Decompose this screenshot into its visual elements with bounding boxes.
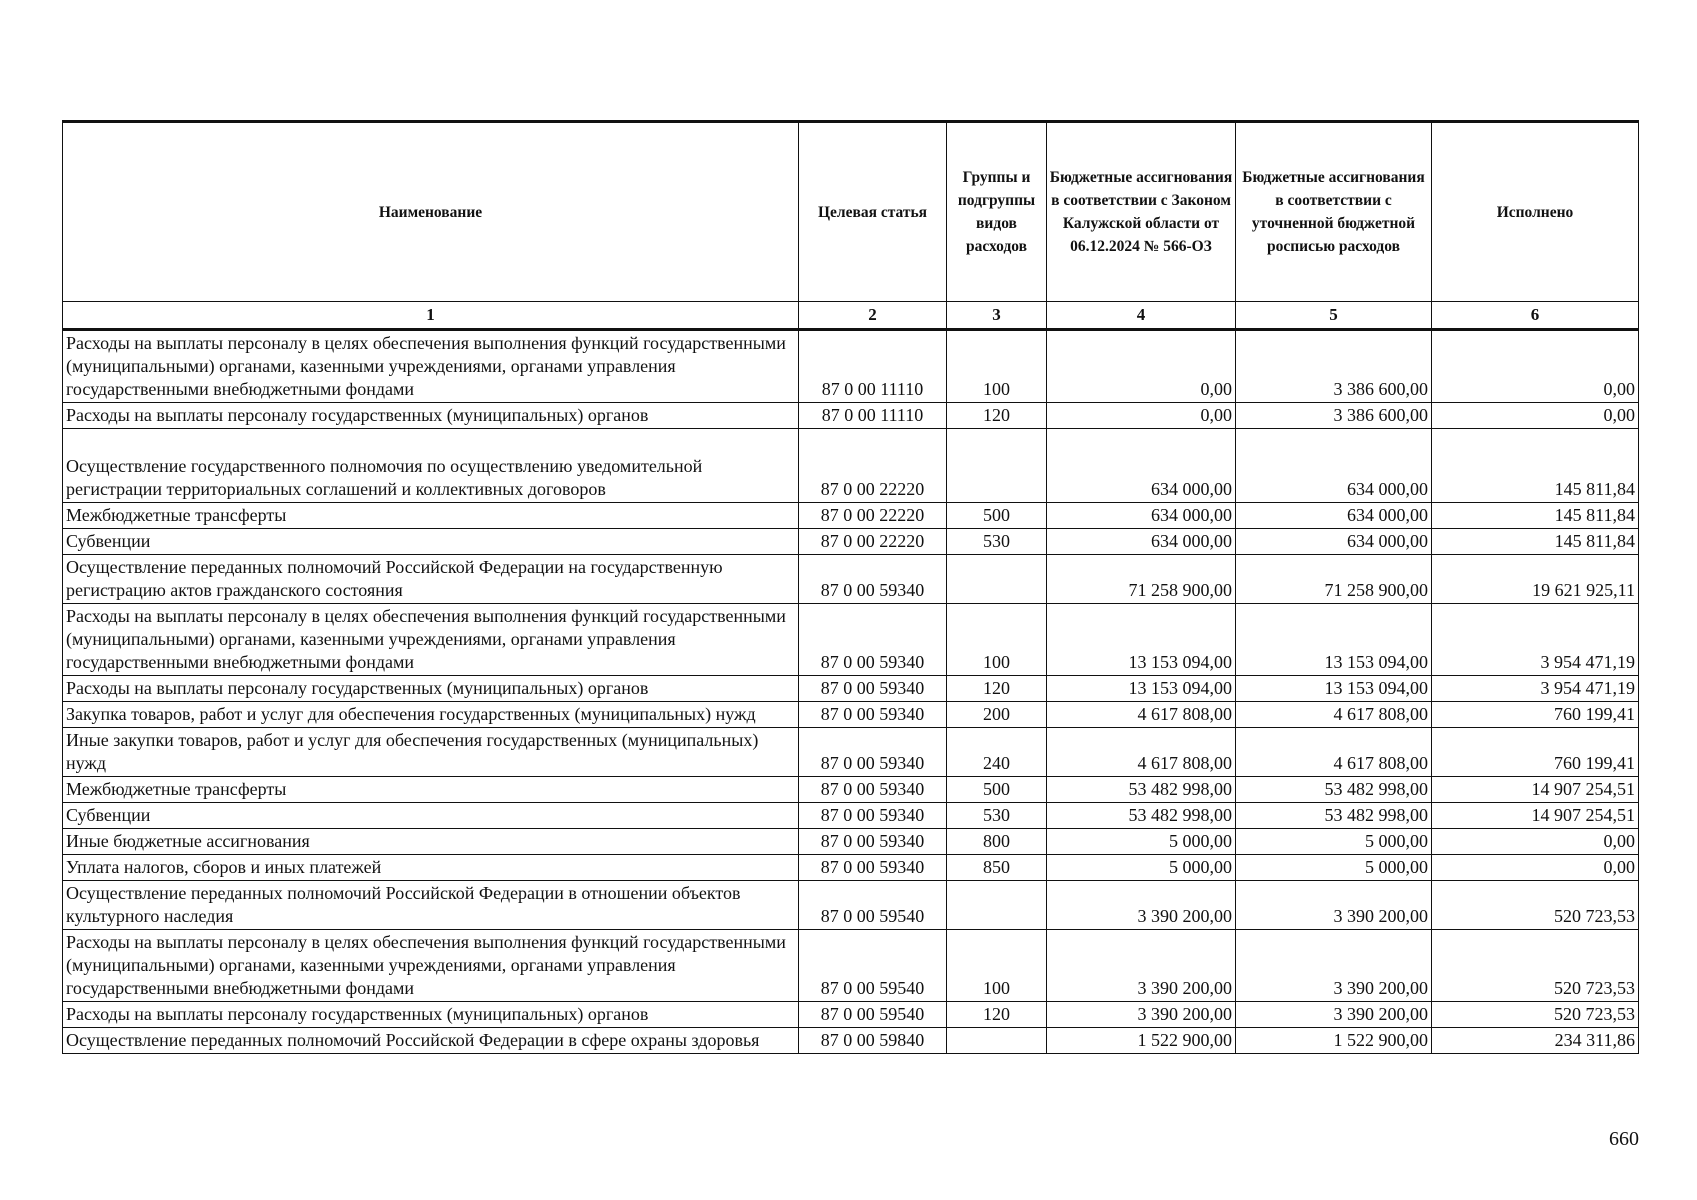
row-target-article: 87 0 00 59540 — [799, 930, 947, 1002]
row-expense-group: 120 — [947, 676, 1047, 702]
row-law-allocation: 53 482 998,00 — [1047, 803, 1236, 829]
row-law-allocation: 4 617 808,00 — [1047, 728, 1236, 777]
header-expense-groups: Группы и подгруппы видов расходов — [947, 122, 1047, 302]
row-revised-allocation: 5 000,00 — [1236, 855, 1432, 881]
row-target-article: 87 0 00 59540 — [799, 881, 947, 930]
row-executed: 3 954 471,19 — [1432, 676, 1639, 702]
row-expense-group — [947, 429, 1047, 503]
row-expense-group: 530 — [947, 803, 1047, 829]
row-revised-allocation: 3 386 600,00 — [1236, 403, 1432, 429]
table-row — [63, 330, 1639, 403]
column-number: 3 — [947, 302, 1047, 330]
table-row — [63, 604, 1639, 676]
table-row — [63, 555, 1639, 604]
header-name: Наименование — [63, 122, 799, 302]
row-executed: 14 907 254,51 — [1432, 777, 1639, 803]
row-target-article: 87 0 00 11110 — [799, 403, 947, 429]
row-target-article: 87 0 00 22220 — [799, 503, 947, 529]
row-law-allocation: 4 617 808,00 — [1047, 702, 1236, 728]
row-target-article: 87 0 00 59340 — [799, 676, 947, 702]
row-law-allocation: 5 000,00 — [1047, 855, 1236, 881]
table-row — [63, 803, 1639, 829]
row-executed: 14 907 254,51 — [1432, 803, 1639, 829]
header-target-article: Целевая статья — [799, 122, 947, 302]
row-expense-group: 100 — [947, 604, 1047, 676]
row-revised-allocation: 53 482 998,00 — [1236, 777, 1432, 803]
row-expense-group: 500 — [947, 777, 1047, 803]
table-row — [63, 829, 1639, 855]
column-number: 4 — [1047, 302, 1236, 330]
table-row — [63, 403, 1639, 429]
row-name: Межбюджетные трансферты — [63, 503, 799, 529]
row-revised-allocation: 13 153 094,00 — [1236, 604, 1432, 676]
row-target-article: 87 0 00 11110 — [799, 330, 947, 403]
column-number: 2 — [799, 302, 947, 330]
row-revised-allocation: 1 522 900,00 — [1236, 1028, 1432, 1054]
row-target-article: 87 0 00 22220 — [799, 429, 947, 503]
row-name: Осуществление переданных полномочий Российской Федерации в сфере охраны здоровья — [63, 1028, 799, 1054]
row-target-article: 87 0 00 59340 — [799, 728, 947, 777]
table-row — [63, 855, 1639, 881]
row-executed: 760 199,41 — [1432, 728, 1639, 777]
row-target-article: 87 0 00 59540 — [799, 1002, 947, 1028]
row-revised-allocation: 3 390 200,00 — [1236, 881, 1432, 930]
row-target-article: 87 0 00 22220 — [799, 529, 947, 555]
row-revised-allocation: 5 000,00 — [1236, 829, 1432, 855]
row-target-article: 87 0 00 59340 — [799, 604, 947, 676]
row-expense-group: 500 — [947, 503, 1047, 529]
row-law-allocation: 634 000,00 — [1047, 529, 1236, 555]
row-name: Иные закупки товаров, работ и услуг для обеспечения государственных (муниципальных) нужд — [63, 728, 799, 777]
row-name: Осуществление переданных полномочий Российской Федерации на государственную регистрацию актов гражданского состояния — [63, 555, 799, 604]
table-row — [63, 1002, 1639, 1028]
row-executed: 0,00 — [1432, 403, 1639, 429]
row-law-allocation: 13 153 094,00 — [1047, 676, 1236, 702]
row-target-article: 87 0 00 59340 — [799, 702, 947, 728]
row-target-article: 87 0 00 59340 — [799, 829, 947, 855]
row-revised-allocation: 634 000,00 — [1236, 529, 1432, 555]
row-name: Расходы на выплаты персоналу государственных (муниципальных) органов — [63, 1002, 799, 1028]
row-expense-group: 850 — [947, 855, 1047, 881]
row-name: Уплата налогов, сборов и иных платежей — [63, 855, 799, 881]
row-expense-group: 240 — [947, 728, 1047, 777]
table-row — [63, 676, 1639, 702]
column-number: 5 — [1236, 302, 1432, 330]
row-executed: 145 811,84 — [1432, 503, 1639, 529]
row-law-allocation: 634 000,00 — [1047, 429, 1236, 503]
header-law-allocations: Бюджетные ассигнования в соответствии с Законом Калужской области от 06.12.2024 № 566-ОЗ — [1047, 122, 1236, 302]
row-revised-allocation: 3 390 200,00 — [1236, 1002, 1432, 1028]
row-law-allocation: 0,00 — [1047, 403, 1236, 429]
row-name: Осуществление переданных полномочий Российской Федерации в отношении объектов культурного наследия — [63, 881, 799, 930]
row-revised-allocation: 71 258 900,00 — [1236, 555, 1432, 604]
row-revised-allocation: 13 153 094,00 — [1236, 676, 1432, 702]
table-row — [63, 930, 1639, 1002]
row-name: Расходы на выплаты персоналу в целях обеспечения выполнения функций государственными (муниципальными) органами, казенными учреждениями, органами управления государственными внебюджетными фондами — [63, 930, 799, 1002]
row-name: Расходы на выплаты персоналу в целях обеспечения выполнения функций государственными (муниципальными) органами, казенными учреждениями, органами управления государственными внебюджетными фондами — [63, 330, 799, 403]
row-expense-group: 800 — [947, 829, 1047, 855]
header-executed: Исполнено — [1432, 122, 1639, 302]
row-name: Расходы на выплаты персоналу государственных (муниципальных) органов — [63, 403, 799, 429]
row-executed: 520 723,53 — [1432, 930, 1639, 1002]
row-revised-allocation: 4 617 808,00 — [1236, 702, 1432, 728]
column-number: 1 — [63, 302, 799, 330]
row-target-article: 87 0 00 59340 — [799, 777, 947, 803]
row-expense-group — [947, 881, 1047, 930]
row-target-article: 87 0 00 59340 — [799, 855, 947, 881]
table-row — [63, 429, 1639, 503]
row-revised-allocation: 634 000,00 — [1236, 503, 1432, 529]
table-row — [63, 702, 1639, 728]
row-expense-group — [947, 555, 1047, 604]
row-law-allocation: 3 390 200,00 — [1047, 881, 1236, 930]
row-law-allocation: 3 390 200,00 — [1047, 930, 1236, 1002]
row-executed: 19 621 925,11 — [1432, 555, 1639, 604]
row-law-allocation: 13 153 094,00 — [1047, 604, 1236, 676]
row-name: Иные бюджетные ассигнования — [63, 829, 799, 855]
row-revised-allocation: 634 000,00 — [1236, 429, 1432, 503]
row-law-allocation: 5 000,00 — [1047, 829, 1236, 855]
header-row — [63, 122, 1639, 302]
row-executed: 145 811,84 — [1432, 429, 1639, 503]
column-number: 6 — [1432, 302, 1639, 330]
row-executed: 520 723,53 — [1432, 881, 1639, 930]
table-row — [63, 503, 1639, 529]
row-executed: 0,00 — [1432, 829, 1639, 855]
row-expense-group: 200 — [947, 702, 1047, 728]
table-row — [63, 881, 1639, 930]
row-expense-group: 120 — [947, 403, 1047, 429]
row-revised-allocation: 3 386 600,00 — [1236, 330, 1432, 403]
row-target-article: 87 0 00 59340 — [799, 803, 947, 829]
row-executed: 760 199,41 — [1432, 702, 1639, 728]
row-expense-group: 530 — [947, 529, 1047, 555]
row-target-article: 87 0 00 59840 — [799, 1028, 947, 1054]
row-name: Межбюджетные трансферты — [63, 777, 799, 803]
table-row — [63, 728, 1639, 777]
row-executed: 0,00 — [1432, 855, 1639, 881]
row-executed: 145 811,84 — [1432, 529, 1639, 555]
row-revised-allocation: 3 390 200,00 — [1236, 930, 1432, 1002]
table-row — [63, 777, 1639, 803]
row-expense-group: 100 — [947, 330, 1047, 403]
row-name: Субвенции — [63, 803, 799, 829]
row-executed: 234 311,86 — [1432, 1028, 1639, 1054]
row-target-article: 87 0 00 59340 — [799, 555, 947, 604]
row-expense-group: 120 — [947, 1002, 1047, 1028]
header-revised-allocations: Бюджетные ассигнования в соответствии с уточненной бюджетной росписью расходов — [1236, 122, 1432, 302]
row-revised-allocation: 53 482 998,00 — [1236, 803, 1432, 829]
column-number-row — [63, 302, 1639, 330]
row-law-allocation: 53 482 998,00 — [1047, 777, 1236, 803]
row-expense-group: 100 — [947, 930, 1047, 1002]
row-name: Расходы на выплаты персоналу государственных (муниципальных) органов — [63, 676, 799, 702]
row-revised-allocation: 4 617 808,00 — [1236, 728, 1432, 777]
row-executed: 3 954 471,19 — [1432, 604, 1639, 676]
budget-table — [62, 120, 1639, 1054]
row-executed: 0,00 — [1432, 330, 1639, 403]
row-name: Субвенции — [63, 529, 799, 555]
row-law-allocation: 0,00 — [1047, 330, 1236, 403]
table-row — [63, 1028, 1639, 1054]
row-expense-group — [947, 1028, 1047, 1054]
row-executed: 520 723,53 — [1432, 1002, 1639, 1028]
page-number: 660 — [1609, 1128, 1639, 1150]
row-law-allocation: 71 258 900,00 — [1047, 555, 1236, 604]
row-name: Осуществление государственного полномочия по осуществлению уведомительной регистрации территориальных соглашений и коллективных договоров — [63, 429, 799, 503]
row-law-allocation: 3 390 200,00 — [1047, 1002, 1236, 1028]
row-name: Закупка товаров, работ и услуг для обеспечения государственных (муниципальных) нужд — [63, 702, 799, 728]
row-law-allocation: 634 000,00 — [1047, 503, 1236, 529]
row-law-allocation: 1 522 900,00 — [1047, 1028, 1236, 1054]
table-body — [63, 330, 1639, 1054]
table-row — [63, 529, 1639, 555]
row-name: Расходы на выплаты персоналу в целях обеспечения выполнения функций государственными (муниципальными) органами, казенными учреждениями, органами управления государственными внебюджетными фондами — [63, 604, 799, 676]
